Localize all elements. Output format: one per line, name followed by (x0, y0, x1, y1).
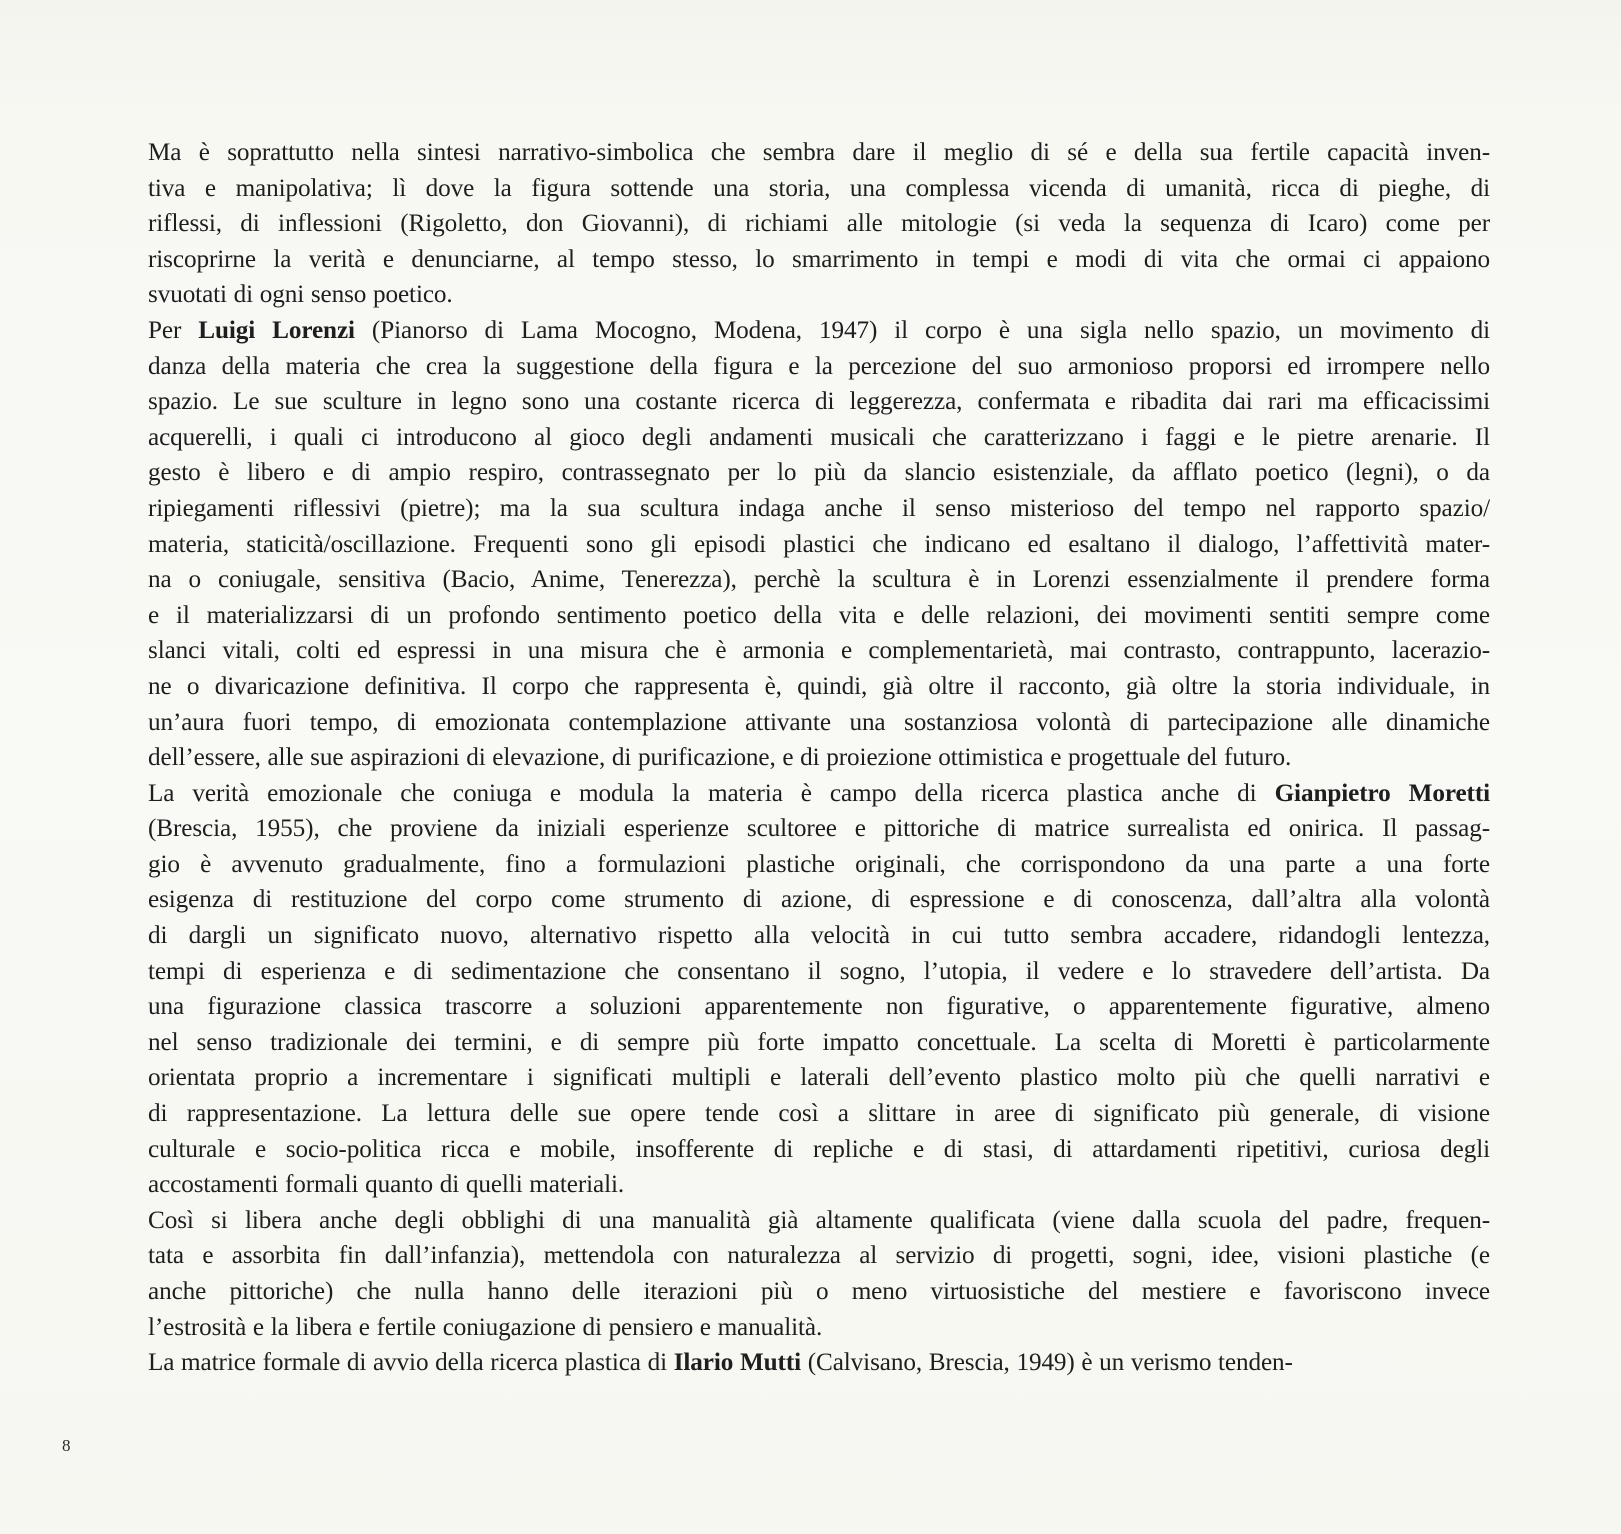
paragraph (148, 1203, 1490, 1345)
text-run: una figurazione classica trascorre a soluzioni apparentemente non figurative, o apparentemente figurative, almeno (148, 993, 1490, 1021)
text-run: culturale e socio-politica ricca e mobile, insofferente di repliche e di stasi, di attardamenti ripetitivi, curiosa degli (148, 1135, 1490, 1163)
text-run: e il materializzarsi di un profondo sentimento poetico della vita e delle relazioni, dei movimenti sentiti sempre come (148, 601, 1490, 629)
text-line (148, 277, 1490, 313)
text-line (148, 705, 1490, 741)
text-line (148, 349, 1490, 385)
artist-name: Luigi Lorenzi (198, 316, 355, 344)
text-line (148, 135, 1490, 171)
text-run: gesto è libero e di ampio respiro, contrassegnato per lo più da slancio esistenziale, da afflato poetico (legni), o da (148, 459, 1490, 487)
text-line (148, 1132, 1490, 1168)
text-run: materia, staticità/oscillazione. Frequenti sono gli episodi plastici che indicano ed esaltano il dialogo, l’affettività mater- (148, 530, 1490, 558)
text-run: svuotati di ogni senso poetico. (148, 281, 453, 309)
text-run: danza della materia che crea la suggestione della figura e la percezione del suo armonioso proporsi ed irrompere nello (148, 352, 1490, 380)
paragraph (148, 313, 1490, 776)
text-line (148, 491, 1490, 527)
text-run: anche pittoriche) che nulla hanno delle iterazioni più o meno virtuosistiche del mestiere e favoriscono invece (148, 1278, 1490, 1305)
text-line (148, 669, 1490, 705)
text-run: tata e assorbita fin dall’infanzia), mettendola con naturalezza al servizio di progetti, sogni, idee, visioni plastiche (e (148, 1242, 1490, 1270)
text-run: Ma è soprattutto nella sintesi narrativo-simbolica che sembra dare il meglio di sé e della sua fertile capacità inven- (148, 139, 1490, 166)
paragraph (148, 776, 1490, 1203)
paragraph (148, 1345, 1490, 1381)
text-run: riscoprirne la verità e denunciarne, al tempo stesso, lo smarrimento in tempi e modi di vita che ormai ci appaiono (148, 245, 1490, 273)
text-line (148, 313, 1490, 349)
text-run: tempi di esperienza e di sedimentazione che consentano il sogno, l’utopia, il vedere e lo stravedere dell’artista. Da (148, 957, 1490, 985)
paragraph (148, 135, 1490, 313)
text-line (148, 384, 1490, 420)
text-run: tiva e manipolativa; lì dove la figura sottende una storia, una complessa vicenda di umanità, ricca di pieghe, di (148, 174, 1490, 202)
artist-name: Gianpietro Moretti (1274, 779, 1490, 807)
text-run: Per (148, 316, 199, 344)
text-line (148, 740, 1490, 776)
text-line (148, 811, 1490, 847)
text-line (148, 1203, 1490, 1239)
text-line (148, 633, 1490, 669)
body-text (148, 135, 1490, 1381)
text-line (148, 1238, 1490, 1274)
text-run: ripiegamenti riflessivi (pietre); ma la sua scultura indaga anche il senso misterioso del tempo nel rapporto spazio/ (148, 494, 1490, 522)
text-line (148, 954, 1490, 990)
text-run: riflessi, di inflessioni (Rigoletto, don Giovanni), di richiami alle mitologie (si veda la sequenza di Icaro) come per (148, 210, 1490, 238)
text-line (148, 847, 1490, 883)
text-line (148, 776, 1490, 812)
text-run: (Calvisano, Brescia, 1949) è un verismo tenden- (801, 1349, 1293, 1377)
text-run: (Pianorso di Lama Mocogno, Modena, 1947) il corpo è una sigla nello spazio, un movimento di (354, 316, 1490, 344)
text-line (148, 562, 1490, 598)
text-run: spazio. Le sue sculture in legno sono una costante ricerca di leggerezza, confermata e ribadita dai rari ma efficacissimi (148, 388, 1490, 416)
text-run: La verità emozionale che coniuga e modula la materia è campo della ricerca plastica anche di (148, 779, 1275, 807)
text-run: di rappresentazione. La lettura delle sue opere tende così a slittare in aree di significato più generale, di visione (148, 1100, 1490, 1128)
text-line (148, 598, 1490, 634)
text-run: gio è avvenuto gradualmente, fino a formulazioni plastiche originali, che corrispondono da una parte a una forte (148, 850, 1490, 878)
text-line (148, 242, 1490, 278)
text-line (148, 1345, 1490, 1381)
text-line (148, 989, 1490, 1025)
text-run: nel senso tradizionale dei termini, e di sempre più forte impatto concettuale. La scelta di Moretti è particolarmente (148, 1028, 1490, 1056)
text-run: na o coniugale, sensitiva (Bacio, Anime, Tenerezza), perchè la scultura è in Lorenzi essenzialmente il prendere forma (148, 566, 1490, 594)
text-line (148, 1060, 1490, 1096)
text-line (148, 882, 1490, 918)
text-line (148, 527, 1490, 563)
text-line (148, 918, 1490, 954)
text-run: l’estrosità e la libera e fertile coniugazione di pensiero e manualità. (148, 1313, 823, 1341)
text-line (148, 1096, 1490, 1132)
text-line (148, 1310, 1490, 1346)
artist-name: Ilario Mutti (673, 1349, 802, 1377)
text-line (148, 171, 1490, 207)
text-line (148, 1167, 1490, 1203)
text-run: esigenza di restituzione del corpo come strumento di azione, di espressione e di conoscenza, dall’altra alla volontà (148, 886, 1490, 914)
page-number: 8 (62, 1436, 71, 1455)
text-run: orientata proprio a incrementare i significati multipli e laterali dell’evento plastico molto più che quelli narrativi e (148, 1064, 1490, 1092)
text-line (148, 420, 1490, 456)
text-run: un’aura fuori tempo, di emozionata contemplazione attivante una sostanziosa volontà di partecipazione alle dinamiche (148, 708, 1490, 736)
text-line (148, 206, 1490, 242)
text-line (148, 455, 1490, 491)
text-line (148, 1025, 1490, 1061)
text-run: accostamenti formali quanto di quelli materiali. (148, 1171, 625, 1199)
text-run: dell’essere, alle sue aspirazioni di elevazione, di purificazione, e di proiezione ottimistica e progettuale del futuro. (148, 744, 1292, 772)
text-run: acquerelli, i quali ci introducono al gioco degli andamenti musicali che caratterizzano i faggi e le pietre arenarie. Il (148, 423, 1490, 451)
text-line (148, 1274, 1490, 1310)
text-run: slanci vitali, colti ed espressi in una misura che è armonia e complementarietà, mai contrasto, contrappunto, lacerazio- (148, 637, 1490, 665)
text-run: (Brescia, 1955), che proviene da iniziali esperienze scultoree e pittoriche di matrice surrealista ed onirica. Il passag- (148, 815, 1490, 843)
text-run: ne o divaricazione definitiva. Il corpo che rappresenta è, quindi, già oltre il racconto, già oltre la storia individuale, in (148, 672, 1490, 700)
text-run: Così si libera anche degli obblighi di una manualità già altamente qualificata (viene dalla scuola del padre, frequen- (148, 1206, 1490, 1234)
text-run: di dargli un significato nuovo, alternativo rispetto alla velocità in cui tutto sembra accadere, ridandogli lentezza, (148, 922, 1490, 950)
text-run: La matrice formale di avvio della ricerca plastica di (148, 1349, 674, 1377)
